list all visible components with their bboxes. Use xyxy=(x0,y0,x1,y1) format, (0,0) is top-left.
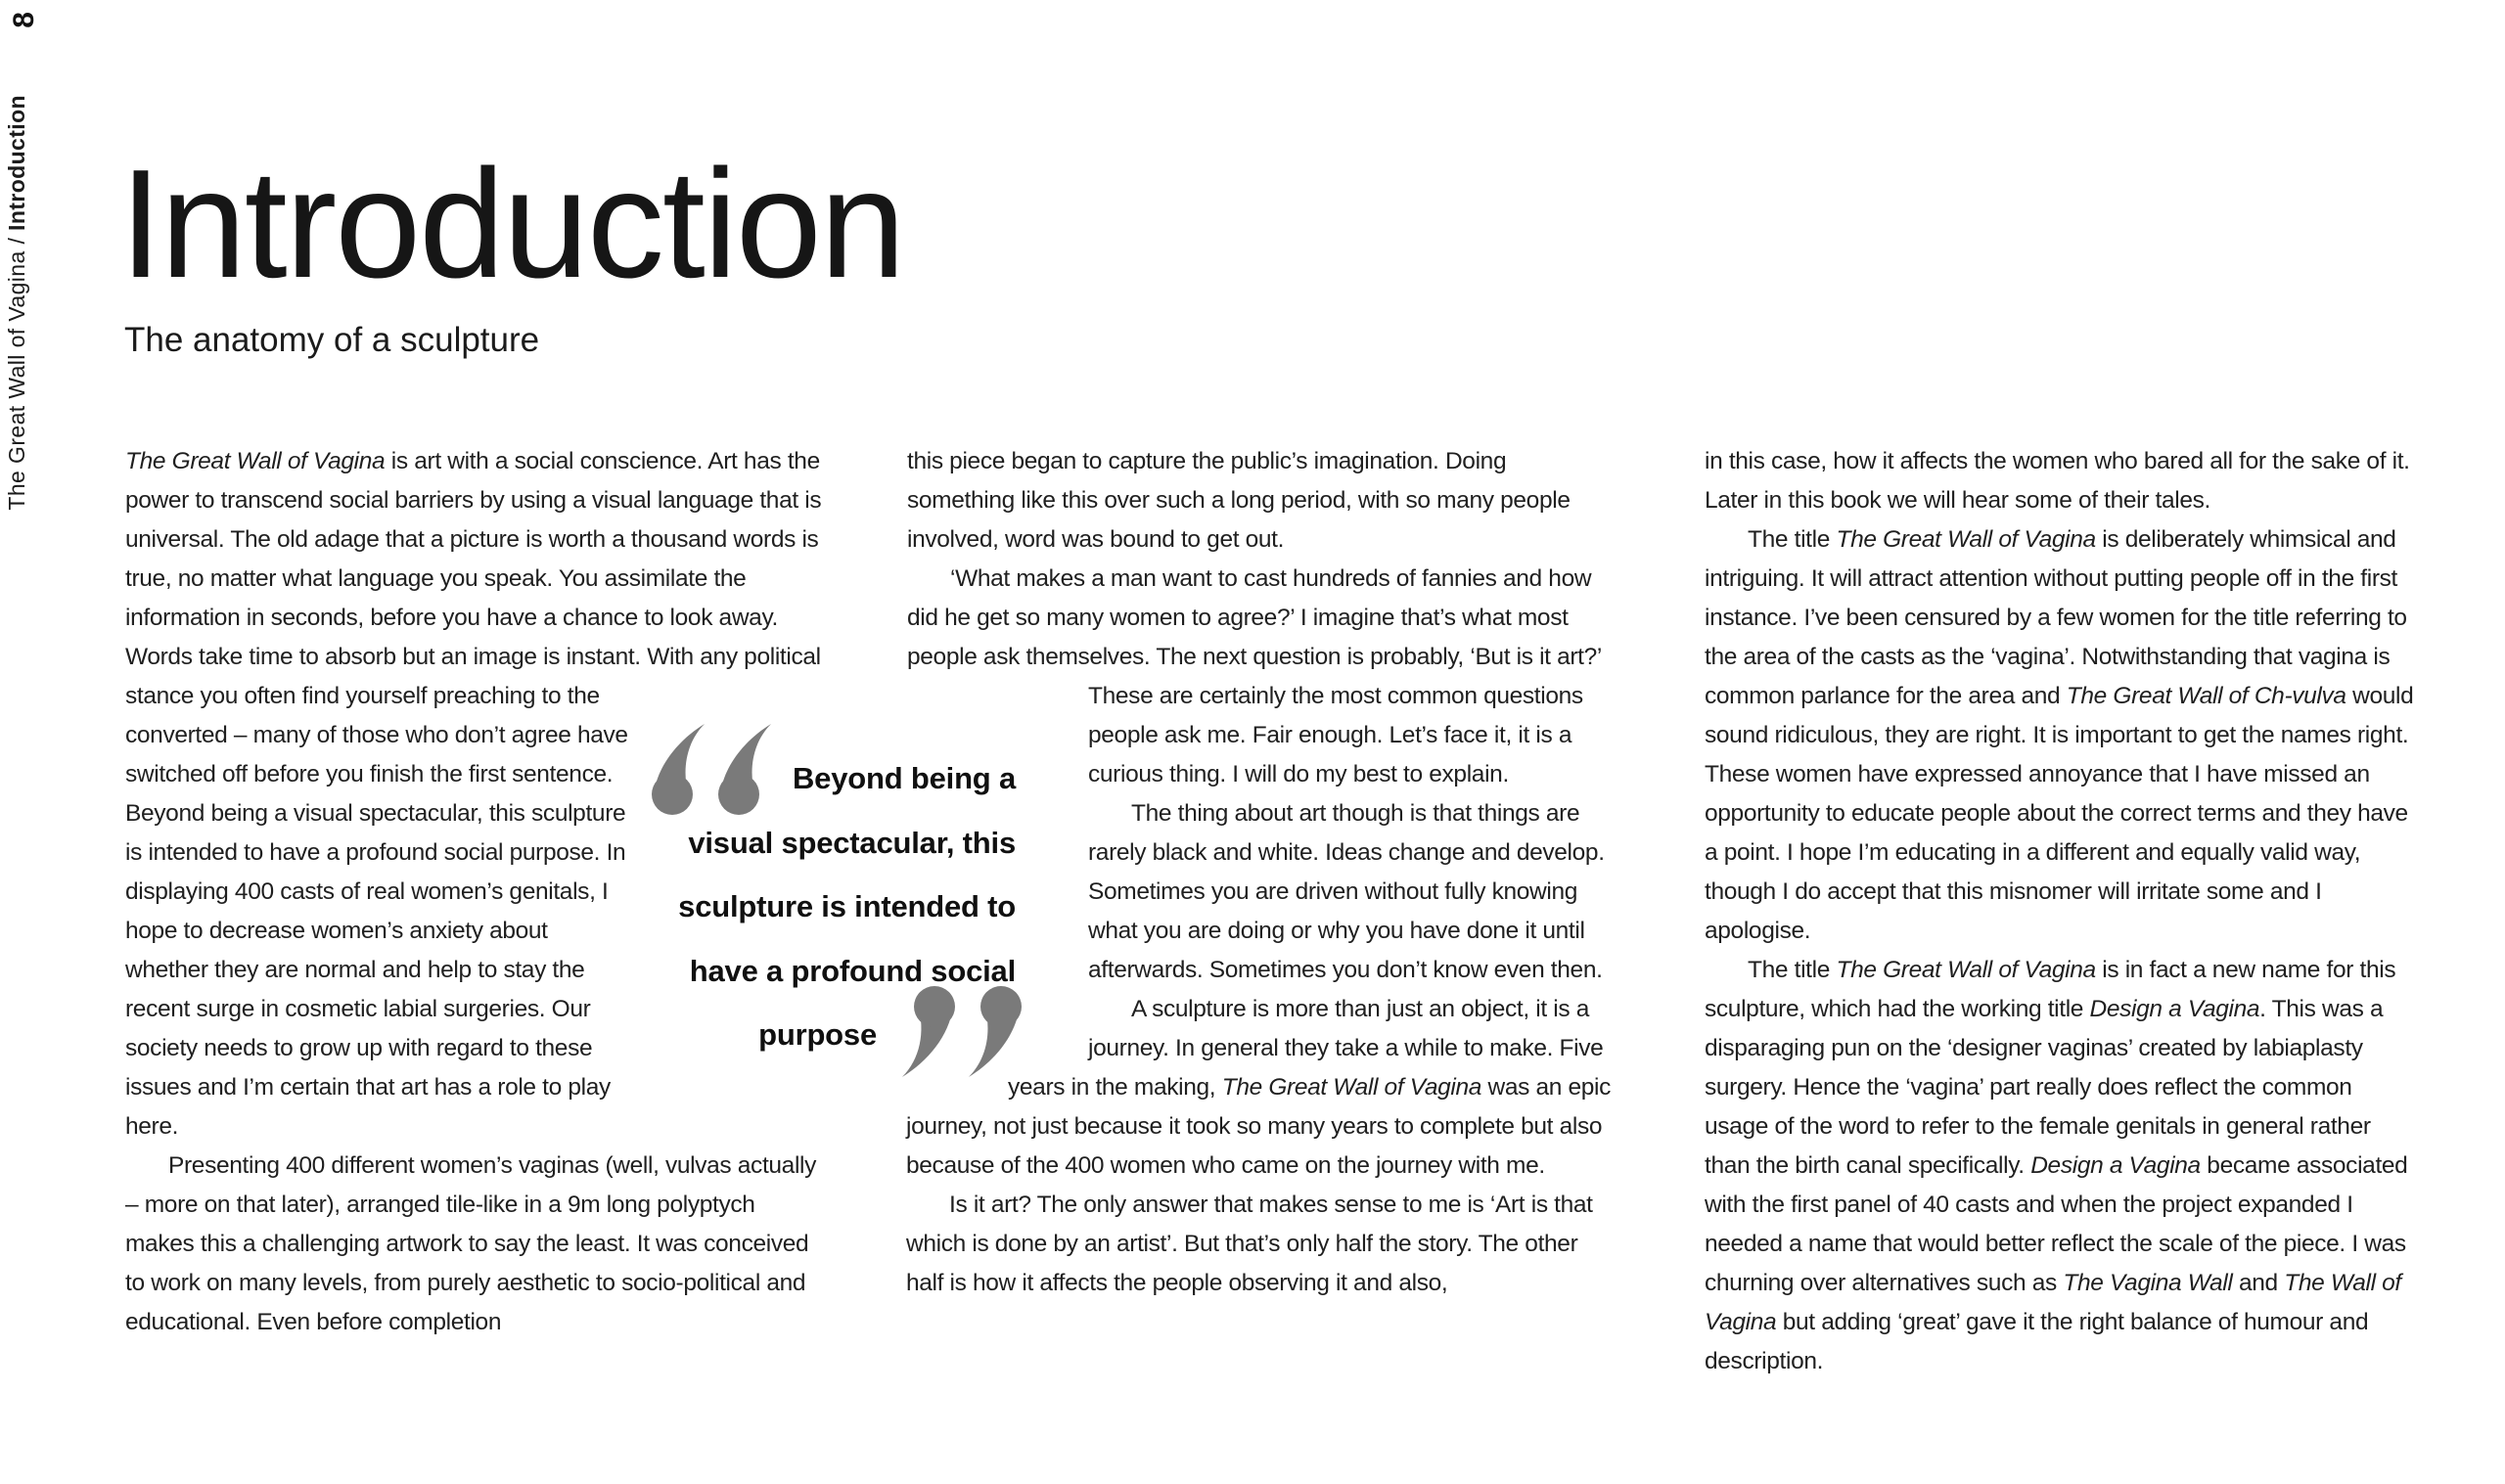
text-column-2 xyxy=(906,442,1613,1303)
text-run: was an epic journey, not just because it took so many years to complete but also because of the 400 women who came on the journey with me. xyxy=(906,1074,1612,1179)
page-number: 8 xyxy=(8,12,40,28)
text-run: became associated with the first panel of 40 casts and when the project expanded I needed a name that would better reflect the scale of the piece. I was churning over alternatives such as xyxy=(1705,1152,2408,1296)
paragraph xyxy=(906,1186,1613,1303)
wrap-spacer xyxy=(636,677,824,1107)
italic-text-run: The Great Wall of Vagina xyxy=(1836,526,2096,553)
paragraph xyxy=(906,442,1613,560)
pull-quote-line: Beyond being a xyxy=(792,761,1016,795)
italic-text-run: The Great Wall of Ch-vulva xyxy=(2066,683,2346,709)
paragraph xyxy=(1705,951,2415,1381)
italic-text-run: The Wall of Vagina xyxy=(1705,1270,2401,1335)
wrap-spacer xyxy=(823,442,824,677)
text-column-1 xyxy=(125,442,824,1342)
text-column-3 xyxy=(1705,442,2415,1381)
text-run: The title xyxy=(1748,526,1837,553)
page-title: Introduction xyxy=(119,138,904,310)
text-run: A sculpture is more than just an object, it is a journey. In general they take a while to make. Five years in the making, xyxy=(1008,996,1604,1101)
text-run: this piece began to capture the public’s imagination. Doing something like this over such a long period, with so many people involved, word was bound to get out. xyxy=(907,448,1571,553)
text-run: The thing about art though is that things are rarely black and white. Ideas change and develop. Sometimes you are driven without fully knowing what you are doing or why you have done it until afterwards. Sometimes you don’t know even then. xyxy=(1088,800,1605,983)
text-run: but adding ‘great’ gave it the right balance of humour and description. xyxy=(1705,1309,2369,1374)
italic-text-run: The Great Wall of Vagina xyxy=(1836,957,2096,983)
paragraph xyxy=(125,1147,824,1342)
text-run: Is it art? The only answer that makes sense to me is ‘Art is that which is done by an artist’. But that’s only half the story. The other half is how it affects the people observing it and also, xyxy=(906,1192,1593,1296)
text-run: is in fact a new name for this sculpture, which had the working title xyxy=(1705,957,2396,1022)
pull-quote-line: sculpture is intended to xyxy=(678,889,1016,923)
spine-caption xyxy=(4,95,30,511)
text-run: would sound ridiculous, they are right. It is important to get the names right. These women have expressed annoyance that I have missed an opportunity to educate people about the correct terms and they have a point. I hope I’m educating in a different and equally valid way, though I do accept that this misnomer will irritate some and I apologise. xyxy=(1705,683,2414,944)
text-run: Presenting 400 different women’s vaginas (well, vulvas actually – more on that later), arranged tile-like in a 9m long polyptych makes this a challenging artwork to say the least. It was conceived to work on many levels, from purely aesthetic to socio-political and educational. Even before completion xyxy=(125,1152,817,1335)
wrap-spacer xyxy=(906,1068,1008,1107)
spine-chapter-title: Introduction xyxy=(4,95,29,231)
text-run: is art with a social conscience. Art has the power to transcend social barriers by using a visual language that is universal. The old adage that a picture is worth a thousand words is true, no matter what language you speak. You assimilate the information in seconds, before you have a chance to look away. Words take time to absorb but an image is instant. With any political stance you often find yourself preaching to the converted – many of those who don’t agree have switched off before you finish the first sentence. Beyond being a visual spectacular, this sculpture is intended to have a profound social purpose. In displaying 400 casts of real women’s genitals, I hope to decrease women’s anxiety about whether they are normal and help to stay the recent surge in cosmetic labial surgeries. Our society needs to grow up with regard to these issues and I’m certain that art has a role to play here. xyxy=(125,448,822,1140)
italic-text-run: The Great Wall of Vagina xyxy=(125,448,386,474)
wrap-spacer xyxy=(906,677,1088,1068)
text-run: ‘What makes a man want to cast hundreds of fannies and how did he get so many women to agree?’ I imagine that’s what most people ask themselves. The next question is probably, ‘But is it art?’ These are certainly the most common questions people ask me. Fair enough. Let’s face it, it is a curious thing. I will do my best to explain. xyxy=(907,565,1602,787)
italic-text-run: Design a Vagina xyxy=(2030,1152,2201,1179)
text-run: in this case, how it affects the women who bared all for the sake of it. Later in this book we will hear some of their tales. xyxy=(1705,448,2410,514)
pull-quote-line: have a profound social xyxy=(689,953,1016,988)
pull-quote-line: purpose xyxy=(758,1017,877,1052)
italic-text-run: The Vagina Wall xyxy=(2063,1270,2233,1296)
pull-quote-line: visual spectacular, this xyxy=(688,825,1016,860)
spine-book-title: The Great Wall of Vagina / xyxy=(4,230,29,511)
paragraph xyxy=(1705,442,2415,520)
page-subtitle: The anatomy of a sculpture xyxy=(124,321,540,359)
paragraph xyxy=(1705,520,2415,951)
text-run: The title xyxy=(1748,957,1837,983)
text-run: . This was a disparaging pun on the ‘designer vaginas’ created by labiaplasty surgery. Hence the ‘vagina’ part really does reflect the common usage of the word to refer to the female genitals in general rather than the birth canal specifically. xyxy=(1705,996,2384,1179)
italic-text-run: The Great Wall of Vagina xyxy=(1221,1074,1482,1101)
text-run: is deliberately whimsical and intriguing. It will attract attention without putting people off in the first instance. I’ve been censured by a few women for the title referring to the area of the casts as the ‘vagina’. Notwithstanding that vagina is common parlance for the area and xyxy=(1705,526,2407,709)
italic-text-run: Design a Vagina xyxy=(2089,996,2260,1022)
text-run: and xyxy=(2232,1270,2285,1296)
